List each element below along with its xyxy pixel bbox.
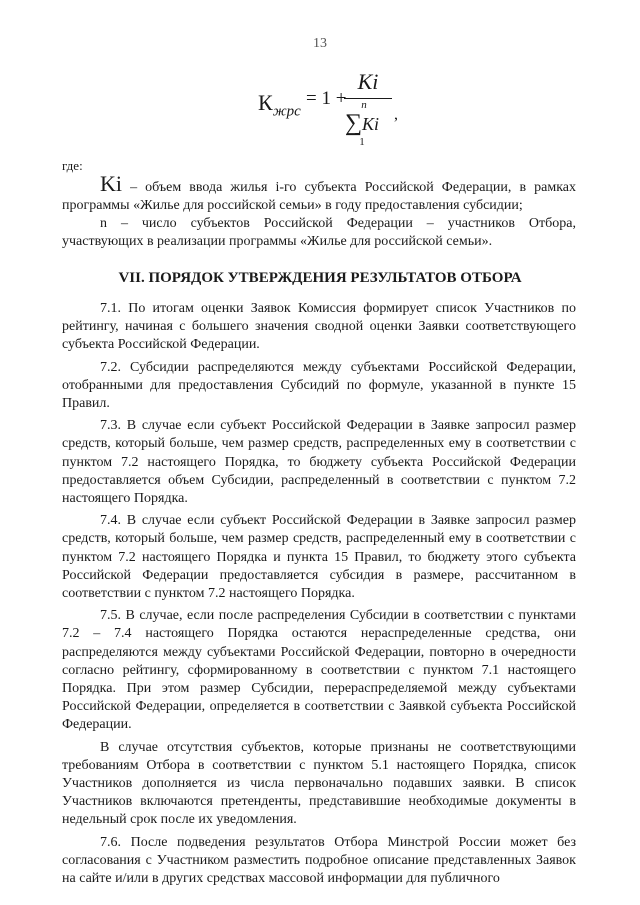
section-heading: VII. ПОРЯДОК УТВЕРЖДЕНИЯ РЕЗУЛЬТАТОВ ОТБОРА [118, 270, 522, 286]
formula-comma: , [394, 106, 398, 123]
paragraph-7-1: 7.1. По итогам оценки Заявок Комиссия формирует список Участников по рейтингу, начиная с большего значения сводной оценки Заявки соответствующего субъекта Российской Федерации. [62, 301, 576, 353]
formula-fraction [344, 70, 392, 149]
where-label: где: [62, 158, 83, 173]
sum-upper-limit: n [361, 99, 367, 111]
formula-numerator: Ki [357, 69, 379, 94]
paragraph-7-6: 7.6. После подведения результатов Отбора Минстрой России может без согласования с Участником разместить подробное описание представленных Заявок на сайте и/или в других средствах массовой информации для публичного [62, 834, 576, 887]
sum-symbol: ∑Ki [344, 110, 380, 136]
definition-n: n – число субъектов Российской Федерации – участников Отбора, участвующих в реализации программы «Жилье для российской семьи». [62, 216, 576, 249]
formula-lhs: $К_{жрс}$ [258, 90, 301, 120]
page-number: 13 [313, 36, 327, 51]
section-body [62, 300, 576, 892]
paragraph-7-4: 7.4. В случае если субъект Российской Федерации в Заявке запросил размер средств, который больше, чем размер средств, распределенный ему в соответствии с пунктом 7.2 настоящего Порядка и пункта 15 Правил, то бюджету этого субъекта Российской Федерации предоставляется субсидия в размере, рассчитанном в соответствии с пунктом 7.2 настоящего Порядка. [62, 513, 576, 602]
definitions [62, 171, 576, 251]
formula [258, 70, 418, 160]
paragraph-7-3: 7.3. В случае если субъект Российской Федерации в Заявке запросил размер средств, который больше, чем размер средств, распределенных ему в соответствии с пунктом 7.2 настоящего Порядка, то бюджету субъекта Российской Федерации предоставляется объем Субсидии, распределенный в соответствии с пунктом 7.2 настоящего Порядка. [62, 418, 576, 507]
formula-equals: = 1 + [306, 88, 347, 109]
definition-ki: Ki – объем ввода жилья i-го субъекта Российской Федерации, в рамках программы «Жилье для российской семьи» в году предоставления субсидии; [62, 171, 576, 213]
paragraph-7-5: 7.5. В случае, если после распределения Субсидии в соответствии с пунктами 7.2 – 7.4 настоящего Порядка остаются нераспределенные средства, они распределяются между субъектами Российской Федерации, повторно в очередности согласно рейтингу, сформированному в соответствии с пунктом 7.1 настоящего Порядка. При этом размер Субсидии, перераспределяемой между субъектами Российской Федерации, определяется в соответствии с Заявкой субъекта Российской Федерации. [62, 608, 576, 733]
paragraph-7-5-cont: В случае отсутствия субъектов, которые признаны не соответствующими требованиям Отбора в соответствии с пунктом 5.1 настоящего Порядка, список Участников дополняется из числа первоначально подавших заявки. В список Участников включаются претенденты, представившие необходимые документы в недельный срок после их уведомления. [62, 739, 576, 828]
sum-lower-limit: 1 [359, 136, 365, 148]
paragraph-7-2: 7.2. Субсидии распределяются между субъектами Российской Федерации, отобранными для предоставления Субсидий по формуле, указанной в пункте 15 Правил. [62, 359, 576, 412]
